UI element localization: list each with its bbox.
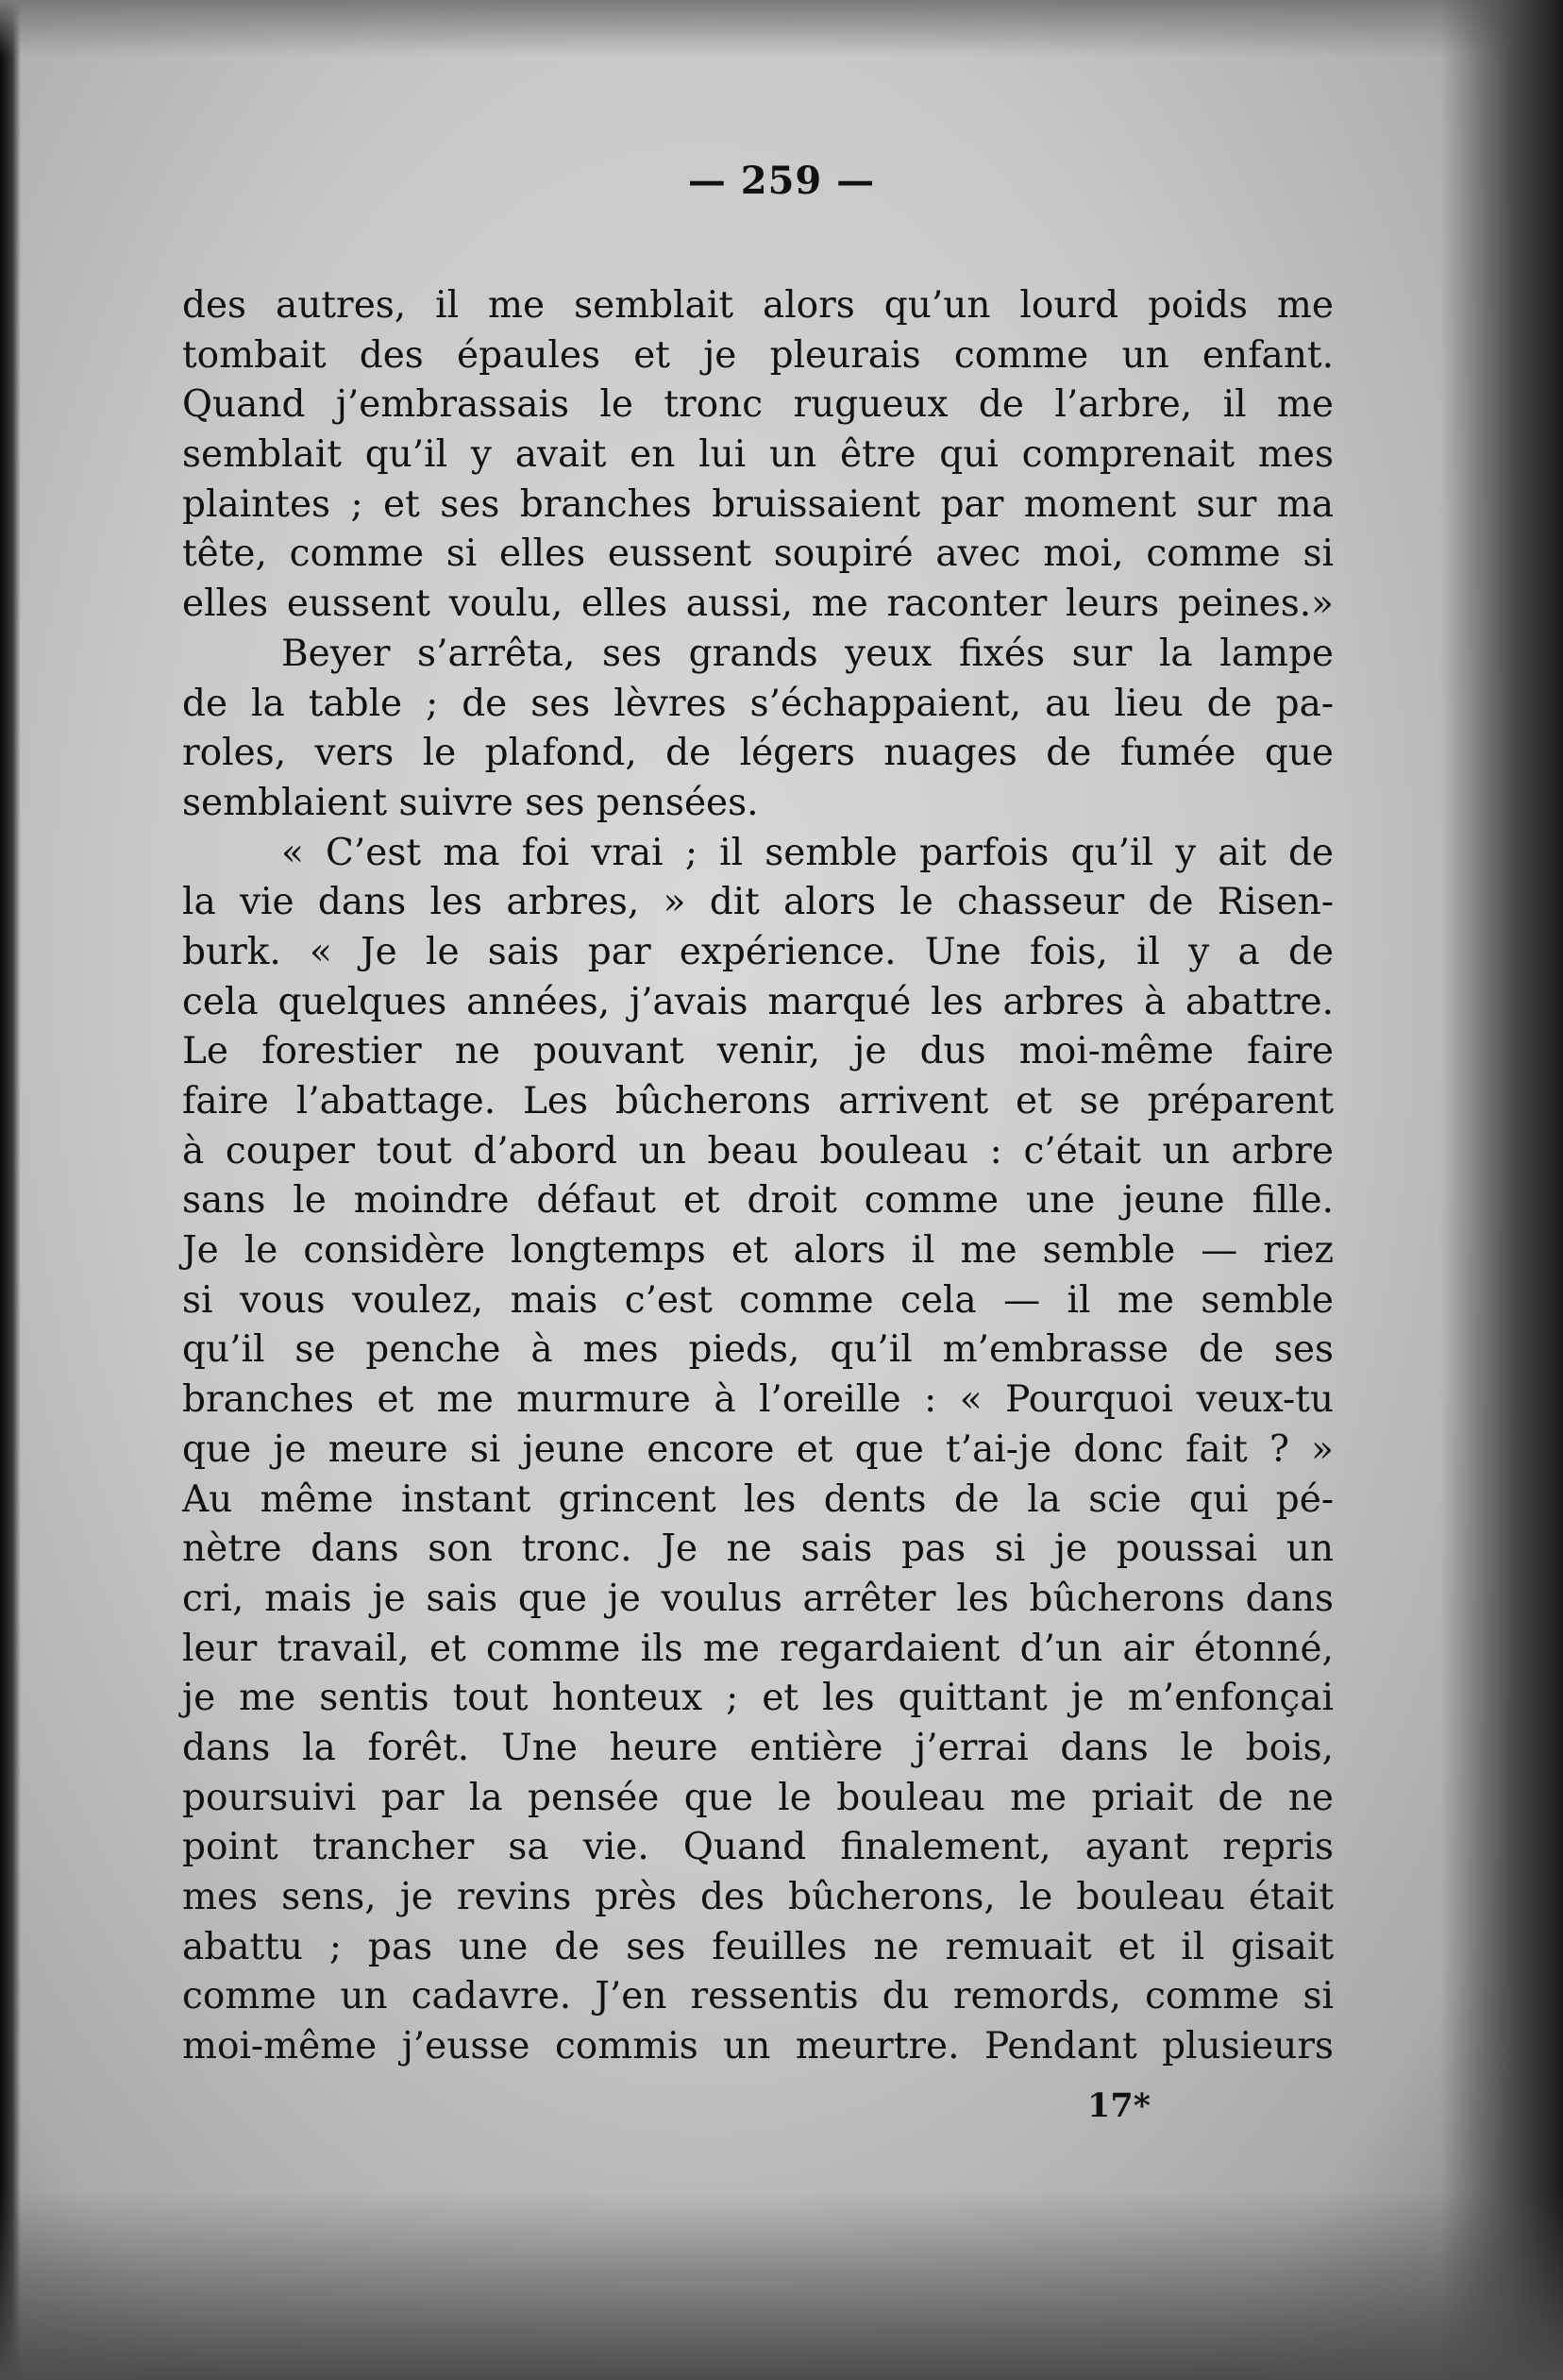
text-line: dans la forêt. Une heure entière j’errai dans le bois, <box>182 1726 1334 1769</box>
page-right-shadow <box>1440 0 1563 2380</box>
page-bottom-shadow <box>0 2191 1563 2380</box>
text-line: roles, vers le plafond, de légers nuages de fumée que <box>182 732 1334 775</box>
text-line: Le forestier ne pouvant venir, je dus moi-même faire <box>182 1030 1334 1073</box>
text-line: je me sentis tout honteux ; et les quittant je m’enfonçai <box>182 1677 1334 1720</box>
text-line: elles eussent voulu, elles aussi, me raconter leurs peines.» <box>182 582 1334 626</box>
text-line: la vie dans les arbres, » dit alors le chasseur de Risen- <box>182 881 1334 924</box>
text-line: qu’il se penche à mes pieds, qu’il m’embrasse de ses <box>182 1328 1334 1372</box>
text-line: burk. « Je le sais par expérience. Une fois, il y a de <box>182 930 1334 973</box>
text-line: tête, comme si elles eussent soupiré avec moi, comme si <box>182 532 1334 576</box>
text-line: nètre dans son tronc. Je ne sais pas si je poussai un <box>182 1528 1334 1571</box>
text-line: « C’est ma foi vrai ; il semble parfois qu’il y ait de <box>281 831 1334 874</box>
text-line: Beyer s’arrêta, ses grands yeux fixés sur la lampe <box>281 632 1334 675</box>
text-line: à couper tout d’abord un beau bouleau : c’était un arbre <box>182 1129 1334 1173</box>
text-line: cela quelques années, j’avais marqué les arbres à abattre. <box>182 980 1334 1023</box>
text-line: moi-même j’eusse commis un meurtre. Pendant plusieurs <box>182 2025 1334 2068</box>
text-line: Je le considère longtemps et alors il me semble — riez <box>182 1229 1334 1273</box>
text-line: de la table ; de ses lèvres s’échappaient, au lieu de pa- <box>182 682 1334 725</box>
page-left-shadow <box>0 0 21 2380</box>
text-line: que je meure si jeune encore et que t’ai-je donc fait ? » <box>182 1427 1334 1471</box>
page-top-shadow <box>0 0 1563 57</box>
text-line: poursuivi par la pensée que le bouleau me priait de ne <box>182 1776 1334 1819</box>
body-text <box>182 281 1334 2072</box>
text-line: Au même instant grincent les dents de la scie qui pé- <box>182 1477 1334 1521</box>
text-line: branches et me murmure à l’oreille : « Pourquoi veux-tu <box>182 1378 1334 1422</box>
text-line: leur travail, et comme ils me regardaient d’un air étonné, <box>182 1627 1334 1670</box>
text-line: semblaient suivre ses pensées. <box>182 781 759 824</box>
text-line: point trancher sa vie. Quand finalement, ayant repris <box>182 1826 1334 1869</box>
text-line: faire l’abattage. Les bûcherons arrivent et se préparent <box>182 1080 1334 1122</box>
text-line: abattu ; pas une de ses feuilles ne remuait et il gisait <box>182 1925 1334 1968</box>
text-line: des autres, il me semblait alors qu’un lourd poids me <box>182 284 1334 327</box>
text-line: si vous voulez, mais c’est comme cela — il me semble <box>182 1278 1334 1322</box>
text-line: Quand j’embrassais le tronc rugueux de l’arbre, il me <box>182 383 1334 427</box>
text-line: tombait des épaules et je pleurais comme un enfant. <box>182 333 1334 377</box>
text-line: comme un cadavre. J’en ressentis du remords, comme si <box>182 1975 1334 2018</box>
page-number: — 259 — <box>687 159 876 203</box>
text-line: sans le moindre défaut et droit comme une jeune fille. <box>182 1179 1334 1223</box>
text-line: mes sens, je revins près des bûcherons, le bouleau était <box>182 1876 1334 1918</box>
text-line: plaintes ; et ses branches bruissaient par moment sur ma <box>182 482 1334 526</box>
text-line: cri, mais je sais que je voulus arrêter les bûcherons dans <box>182 1577 1334 1620</box>
text-line: semblait qu’il y avait en lui un être qui comprenait mes <box>182 433 1334 477</box>
signature-mark: 17* <box>1087 2086 1151 2125</box>
